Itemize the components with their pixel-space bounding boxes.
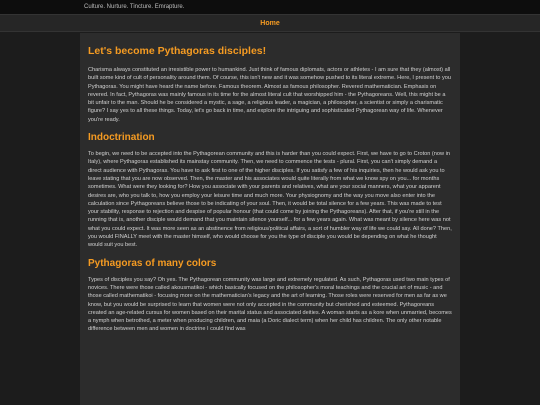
section-heading-many-colors: Pythagoras of many colors bbox=[88, 257, 217, 269]
section-body-indoctrination: To begin, we need to be accepted into the Pythagorean community and this is harder than you could expect. First, we have to go to Croton (now in Italy), where Pythagoras established its mainstay community. Then, we need to commence the tests - plural. First, you can't simply demand a direct audience with Pythagoras. You have to ask first to one of the higher disciples. If you satisfy a few of his inquiries, then he would ask you to leave stating that you are now observed. Then, the master and his associates would quite literally from what we know spy on you... for months sometimes. What were they looking for? How you associate with your parents and relatives, what are your social manners, what your apparent desires are, who you talk to, how you employ your leisure time and much more. Your physiognomy and the way you move also enter into the calculation since Pythagoreans believe those to be indicating of your soul. Then, it would be total silence for a few years. This was made to test your stability, response to rejection and despise of popular honour (that could come by joining the Pythagoreans). After that, if you're still in the running that is, another disciple would demand that you maintain silence yourself... for a few years again. What was meant by silence here was not what you could expect. It was more seen as an abstinence from religious/political affairs, a sort of humbler way of life we could say. All done? Then, you would FINALLY meet with the master himself, who would choose for you the type of disciple you would be depending on what he thought would suit you best. bbox=[88, 151, 452, 249]
site-tagline: Culture. Nurture. Tincture. Emrapture. bbox=[84, 4, 185, 10]
section-heading-indoctrination: Indoctrination bbox=[88, 132, 155, 144]
article-title: Let's become Pythagoras disciples! bbox=[88, 45, 267, 57]
nav-home-link[interactable]: Home bbox=[260, 19, 280, 27]
section-body-many-colors: Types of disciples you say? Oh yes. The Pythagorean community was large and extremely regulated. As such, Pythagoras used two main types of novices. There were those called akousmatikoi - which basically focused on the philosopher's moral teachings and the crucial art of music - and those called mathematikoi - focusing more on the mathematician's legacy and the art of learning. Those roles were reserved for men as far as we know, but you would be surprised to learn that women were not only accepted in the community but cherished and esteemed. Pythagoreans created an age-related cursus for women based on their marital status and associated deities. A woman starts as a kore when unmarried, becomes a nymph when betrothed, a meter when producing children, and maia (a Doric dialect term) when her child has children. The only other notable difference between men and women in doctrine I could find was bbox=[88, 276, 452, 333]
article-container bbox=[80, 33, 460, 405]
main-nav bbox=[0, 14, 540, 32]
top-bar bbox=[0, 0, 540, 14]
article-intro: Charisma always constituted an irresistible power to humankind. Just think of famous diplomats, actors or athletes - I am sure that they (almost) all built some kind of cult of personality around them. Of course, this isn't new and it was somehow pushed to its literal extreme. Here, I present to you Pythagoras. You might have heard the name before. Famous theorem. Almost as famous philosopher. Revered mathematician. Emphasis on revered. In fact, Pythagoras was mainly famous in its time for the almost literal cult that worshipped him - the Pythagoreans. Well, this might be a bit unfair to the man. Should he be considered a mystic, a sage, a religious leader, a magician, a philosopher, a scientist or simply a charismatic figure? I say yes to all these things. Today, let's go back in time, and explore the intriguing and sophisticated Pythagorean way of life. Whenever you're ready. bbox=[88, 67, 451, 123]
